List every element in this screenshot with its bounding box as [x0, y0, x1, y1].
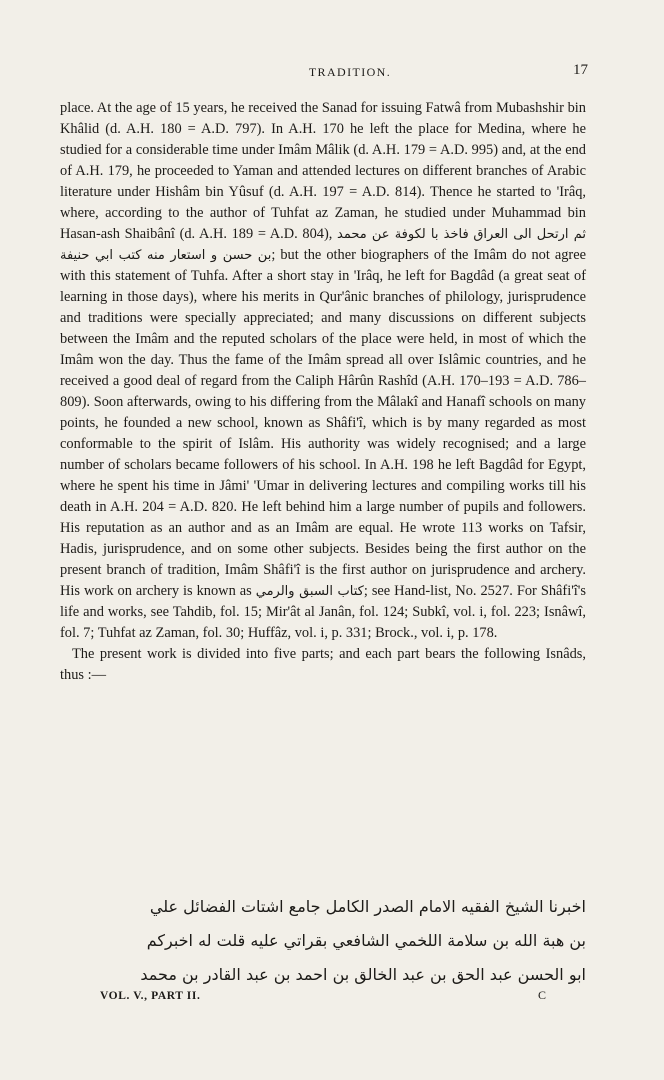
paragraph-isnads: The present work is divided into five parts; and each part bears the following Isnâds, thus :— — [60, 646, 586, 683]
paragraph-biography — [60, 98, 586, 644]
volume-signature: VOL. V., PART II. — [100, 990, 201, 1002]
arabic-quote-a: ثم ارتحل الى العراق — [473, 227, 586, 242]
arabic-work-title: كتاب السبق والرمي — [255, 584, 364, 599]
arabic-isnad-block — [66, 890, 586, 992]
page-number: 17 — [573, 62, 588, 78]
running-title: TRADITION. — [308, 65, 392, 79]
arabic-isnad-line: اخبرنا الشيخ الفقيه الامام الصدر الكامل جامع اشتات الفضائل علي — [149, 897, 586, 916]
arabic-isnad-line: ابو الحسن عبد الحق بن عبد الخالق بن احمد بن عبد القادر بن محمد — [140, 965, 586, 984]
paragraph-biography-continued: ; but the other biographers of the Imâm do not agree with this statement of Tuhfa. After a short stay in 'Irâq, he left for Bagdâd (a great seat of learning in those days), where his merits in Qur'ânic branches of philology, jurisprudence and traditions were specially appreciated; and many discussions on different subjects between the Imâm and the reputed scholars of the place were held, in most of which the Imâm won the day. Thus the fame of the Imâm spread all over Islâmic countries, and he received a good deal of regard from the Caliph Hârûn Rashîd (A.H. 170–193 = A.D. 786–809). Soon afterwards, owing to his differing from the Mâlakî and Hanafî schools on many points, he founded a new school, known as Shâfi'î, which is by many regarded as most conformable to the spirit of Islâm. His authority was widely recognised; and a large number of scholars became followers of his school. In A.H. 198 he left Bagdâd for Egypt, where he spent his time in Jâmi' 'Umar in delivering lectures and compiling works till his death in A.H. 204 = A.D. 820. He left behind him a large number of pupils and followers. His reputation as an author and as an Imâm are equal. He wrote 113 works on Tafsir, Hadis, jurisprudence, and on some other subjects. Besides being the first author on the present branch of tradition, Imâm Shâfi'î is the first author on jurisprudence and archery. His work on archery is known as — [60, 247, 586, 599]
arabic-quote-b: فاخذ با لكوفة عن محمد بن حسن و استعار منه كتب ابي حنيفة — [60, 227, 469, 263]
body-text — [60, 98, 586, 686]
paragraph-biography-end: ; see Hand-list, No. 2527. For Shâfi'î's life and works, see Tahdib, fol. 15; Mir'ât al Janân, fol. 124; Subkî, vol. i, fol. 223; Isnâwî, fol. 7; Tuhfat az Zaman, fol. 30; Huffâz, vol. i, p. 331; Brock., vol. i, p. 178. — [60, 583, 586, 641]
signature-mark: C — [538, 988, 547, 1002]
paragraph-biography-text: place. At the age of 15 years, he received the Sanad for issuing Fatwâ from Mubashshir bin Khâlid (d. A.H. 180 = A.D. 797). In A.H. 170 he left the place for Medina, where he studied for a considerable time under Imâm Mâlik (d. A.H. 179 = A.D. 995) and, at the end of A.H. 179, he proceeded to Yaman and attended lectures on different branches of Arabic literature under Hishâm bin Yûsuf (d. A.H. 197 = A.D. 814). Thence he started to 'Irâq, where, according to the author of Tuhfat az Zaman, he studied under Muhammad bin Hasan-ash Shaibânî (d. A.H. 189 = A.D. 804), — [60, 100, 586, 242]
running-head — [60, 62, 640, 86]
arabic-isnad-line: بن هبة الله بن سلامة اللخمي الشافعي بقراتي عليه قلت له اخبركم — [146, 931, 586, 950]
